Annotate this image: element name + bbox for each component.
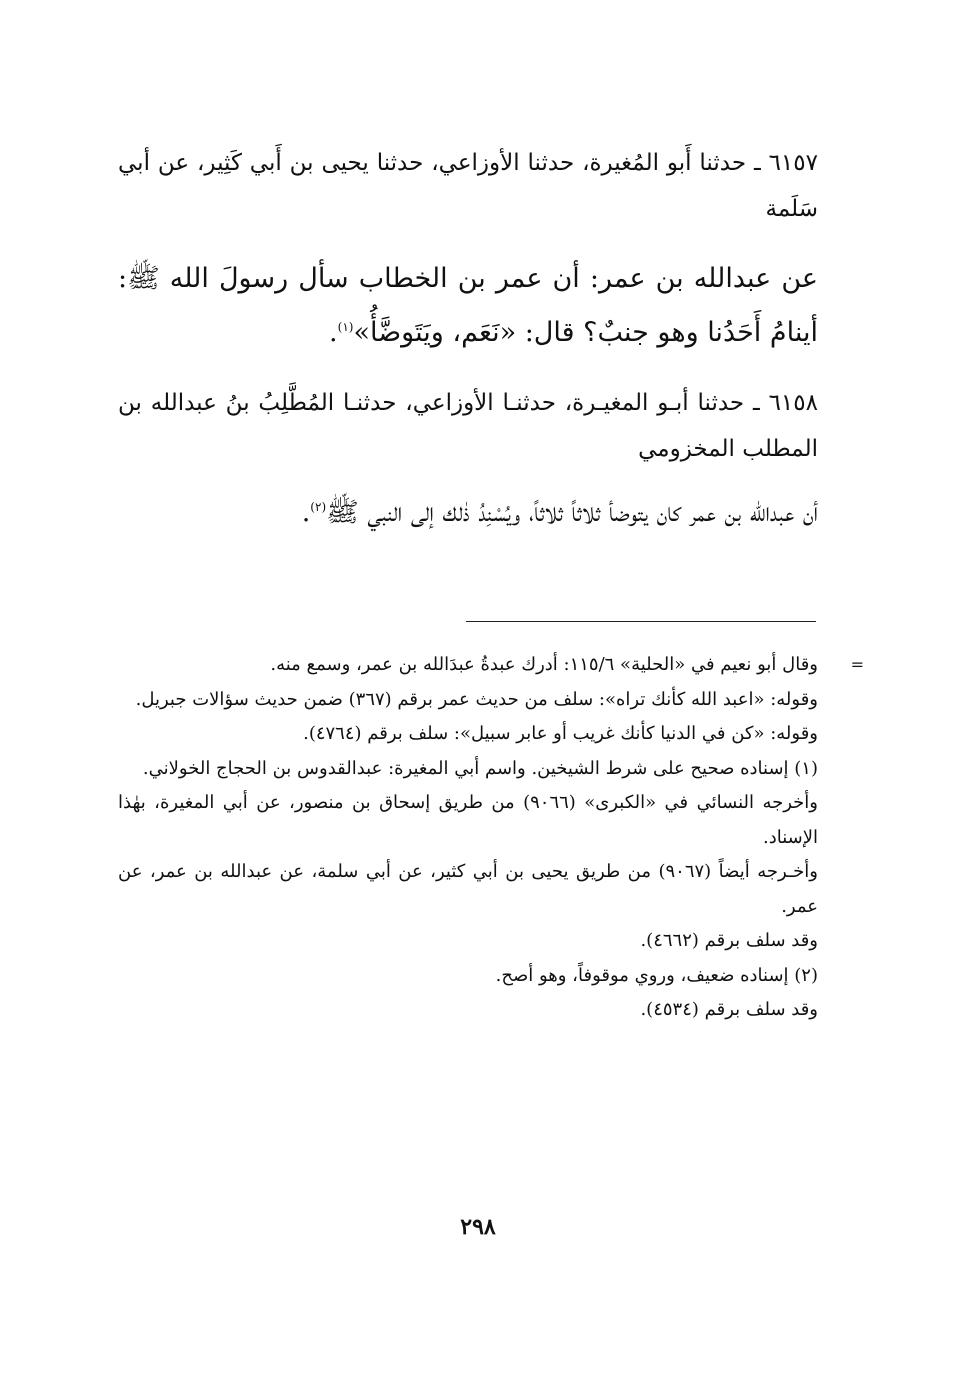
footnote-line: وقد سلف برقم (٤٦٦٢). <box>640 930 818 951</box>
continuation-mark: = <box>850 655 864 674</box>
footnote-line: وقوله: «كن في الدنيا كأنك غريب أو عابر سبيل»: سلف برقم (٤٧٦٤). <box>303 723 818 744</box>
hadith-6157-matn-text: عن عبدالله بن عمر: أن عمر بن الخطاب سأل رسولَ الله ﷺ: أينامُ أَحَدُنا وهو جنبٌ؟ قال: «نَعَم، ويَتَوضَّأُ» <box>118 263 818 348</box>
hadith-6158-isnad: ٦١٥٨ ـ حدثنا أبـو المغيـرة، حدثنـا الأوزاعي، حدثنـا المُطَّلِبُ بنُ عبدالله بن المطلب المخزومي <box>118 390 818 462</box>
footnote-line: وقوله: «اعبد الله كأنك تراه»: سلف من حديث عمر برقم (٣٦٧) ضمن حديث سؤالات جبريل. <box>135 688 818 710</box>
hadith-6157-isnad: ٦١٥٧ ـ حدثنا أَبو المُغيرة، حدثنا الأوزاعي، حدثنا يحيى بن أَبي كَثِير، عن أبي سَلَمة <box>118 150 818 222</box>
footnote-line: (٢) إسناده ضعيف، وروي موقوفاً، وهو أصح. <box>495 964 818 986</box>
footnote-line: (١) إسناده صحيح على شرط الشيخين. واسم أبي المغيرة: عبدالقدوس بن الحجاج الخولاني. <box>142 757 818 779</box>
hadith-6157-matn: عن عبدالله بن عمر: أن عمر بن الخطاب سأل رسولَ الله ﷺ: أينامُ أَحَدُنا وهو جنبٌ؟ قال: «نَعَم، ويَتَوضَّأُ»$^{(١)}$. <box>118 263 818 348</box>
footnotes <box>118 648 864 1028</box>
footnote-line: وقد سلف برقم (٤٥٣٤). <box>640 999 818 1020</box>
footnote-line: وأخـرجه أيضاً (٩٠٦٧) من طريق يحيى بن أبي كثير، عن أبي سلمة، عن عبدالله بن عمر، عن عمر. <box>118 861 819 917</box>
hadith-6158-matn-text: أن عبدالله بن عمر كان يتوضأ ثلاثاً ثلاثاً، ويُسْنِدُ ذٰلك إلى النبي ﷺ <box>326 497 818 528</box>
footnote-line: وأخرجه النسائي في «الكبرى» (٩٠٦٦) من طريق إسحاق بن منصور، عن أبي المغيرة، بهٰذا الإسناد. <box>118 792 818 848</box>
footnote-ref-2: (٢) <box>310 500 327 514</box>
footnote-separator <box>466 621 816 622</box>
hadith-6158-matn: أن عبدالله بن عمر كان يتوضأ ثلاثاً ثلاثاً، ويُسْنِدُ ذٰلك إلى النبي ﷺ$^{(٢)}$. <box>301 497 818 528</box>
footnote-ref-1: (١) <box>337 320 354 334</box>
main-text <box>118 140 818 540</box>
page-number: ٢٩٨ <box>460 1214 496 1240</box>
footnote-line: وقال أبو نعيم في «الحلية» ١١٥/٦: أدرك عبدةُ عبدَالله بن عمر، وسمع منه. <box>270 654 818 675</box>
